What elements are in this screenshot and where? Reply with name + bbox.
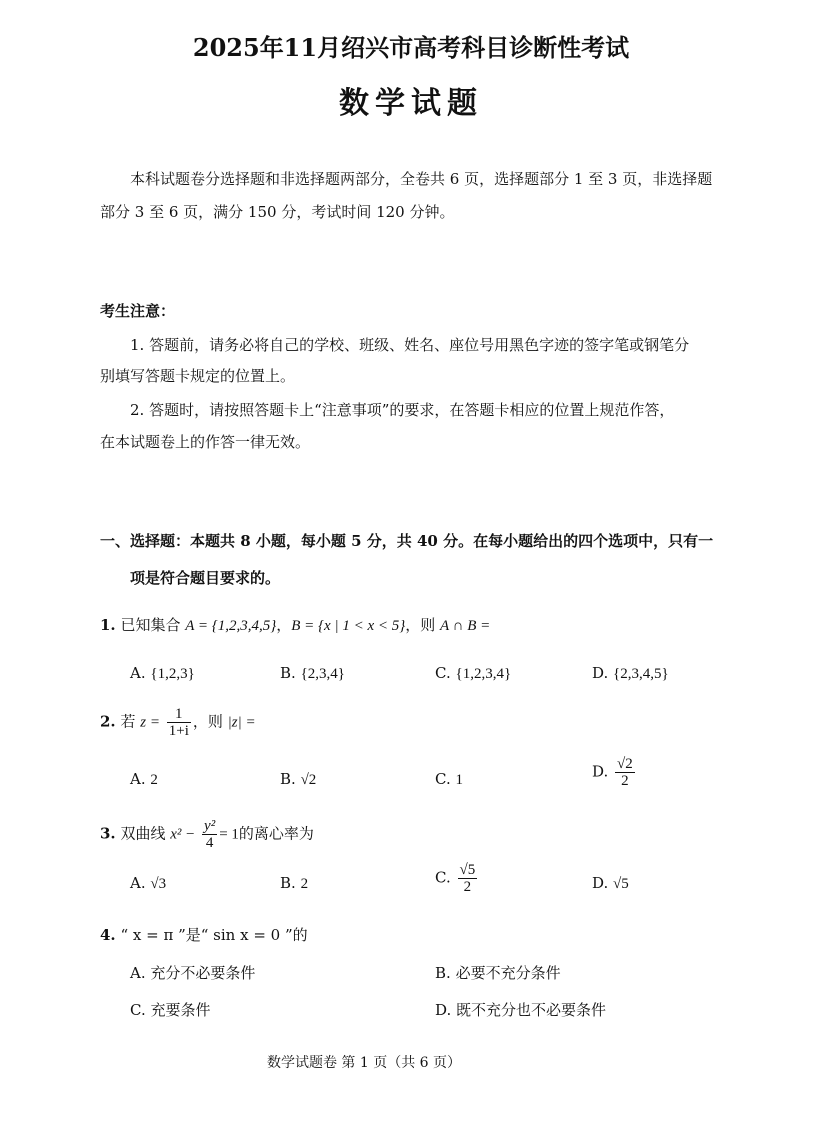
option-label: C. [435, 770, 451, 788]
fraction [202, 818, 217, 851]
q1-option-c [435, 664, 511, 683]
fraction-denominator: 2 [621, 773, 629, 789]
fraction-numerator: √5 [459, 862, 476, 878]
separator: ， [276, 616, 292, 634]
question-text: 的离心率为 [238, 824, 314, 843]
q4-option-d [435, 999, 606, 1020]
question-number: 1. [100, 616, 116, 634]
notice-item-1-line-2: 别填写答题卡规定的位置上。 [100, 367, 296, 385]
notice-heading: 考生注意： [100, 302, 176, 320]
fraction [167, 706, 191, 739]
option-value: 2 [300, 876, 309, 892]
option-label: B. [280, 664, 296, 682]
q3-option-d [592, 874, 629, 893]
set-a-expression: A = {1,2,3,4,5} [185, 618, 277, 634]
option-label: D. [592, 664, 609, 682]
option-label: C. [435, 664, 451, 682]
option-label: A. [130, 770, 146, 788]
question-text: ，则 [192, 712, 228, 731]
question-number: 2. [100, 712, 116, 731]
page-footer: 数学试题卷 第 1 页（共 6 页） [266, 1055, 462, 1071]
q1-option-b [280, 664, 345, 683]
exam-title: 2025年11月绍兴市高考科目诊断性考试 [192, 33, 630, 62]
q4-option-b [435, 962, 561, 983]
fraction-numerator: 1 [167, 706, 191, 723]
q3-option-a [130, 874, 166, 893]
q2-option-c [435, 770, 463, 789]
question-number: 3. [100, 824, 116, 843]
option-label: A. [130, 664, 146, 682]
intro-line-2: 部分 3 至 6 页，满分 150 分，考试时间 120 分钟。 [100, 203, 455, 221]
fraction [458, 862, 478, 895]
question-4 [100, 924, 308, 945]
fraction-numerator: √2 [617, 756, 633, 772]
question-text: “ x = π ”是“ sin x = 0 ”的 [120, 926, 308, 944]
q4-option-c [130, 999, 211, 1020]
option-label: B. [280, 770, 296, 788]
question-number: 4. [100, 926, 116, 944]
section-1-heading-line-1: 一、选择题：本题共 8 小题，每小题 5 分，共 40 分。在每小题给出的四个选项中，只有一 [100, 532, 714, 550]
q2-option-a [130, 770, 158, 789]
notice-item-2-line-1: 2. 答题时，请按照答题卡上“注意事项”的要求，在答题卡相应的位置上规范作答， [130, 401, 675, 419]
option-label: C. [130, 1001, 146, 1019]
option-value: 充要条件 [150, 1001, 211, 1019]
intersection-expression: A ∩ B = [440, 618, 491, 634]
subject-title: 数学试题 [339, 86, 483, 121]
x-squared-term: x² − [170, 826, 196, 843]
option-label: A. [130, 964, 146, 982]
fraction-denominator: 1+i [168, 723, 189, 739]
option-label: D. [592, 874, 609, 892]
fraction-denominator: 2 [463, 879, 472, 895]
option-value: √3 [150, 876, 167, 892]
question-text: 已知集合 [120, 616, 186, 634]
option-value: 2 [150, 772, 158, 788]
fraction [615, 756, 635, 789]
question-3 [100, 818, 314, 851]
notice-item-2-line-2: 在本试题卷上的作答一律无效。 [100, 433, 311, 451]
q4-option-a [130, 962, 255, 983]
option-value: 必要不充分条件 [455, 964, 561, 982]
option-value: √2 [300, 772, 317, 788]
q2-option-d [592, 756, 637, 789]
option-value: 1 [455, 772, 463, 788]
question-text: ，则 [405, 616, 441, 634]
option-label: B. [435, 964, 451, 982]
q1-option-a [130, 664, 195, 683]
set-b-expression: B = {x | 1 < x < 5} [291, 618, 406, 634]
q1-option-d [592, 664, 669, 683]
option-value: {2,3,4,5} [613, 666, 669, 682]
fraction-denominator: 4 [205, 835, 214, 851]
intro-line-1: 本科试题卷分选择题和非选择题两部分，全卷共 6 页，选择题部分 1 至 3 页，非选择题 [130, 170, 713, 188]
q2-option-b [280, 770, 316, 789]
option-value: {2,3,4} [300, 666, 345, 682]
fraction-numerator: y² [204, 818, 216, 834]
option-label: C. [435, 868, 451, 887]
question-text: 若 [120, 712, 141, 731]
question-2 [100, 706, 256, 739]
option-value: √5 [613, 876, 629, 892]
question-text: 双曲线 [120, 824, 171, 843]
equals-one: = 1 [219, 826, 239, 843]
notice-item-1-line-1: 1. 答题前，请务必将自己的学校、班级、姓名、座位号用黑色字迹的签字笔或钢笔分 [130, 336, 690, 354]
option-value: {1,2,3,4} [455, 666, 512, 682]
option-label: D. [435, 1001, 452, 1019]
option-value: 充分不必要条件 [150, 964, 256, 982]
option-label: A. [130, 874, 146, 892]
question-1 [100, 614, 490, 635]
option-label: D. [592, 762, 609, 781]
q3-option-b [280, 874, 308, 893]
option-value: 既不充分也不必要条件 [456, 1001, 607, 1019]
q3-option-c [435, 862, 479, 895]
option-label: B. [280, 874, 296, 892]
modulus-expression: |z| = [227, 714, 256, 731]
section-1-heading-line-2: 项是符合题目要求的。 [130, 569, 281, 587]
z-variable: z = [140, 714, 160, 731]
option-value: {1,2,3} [150, 666, 195, 682]
